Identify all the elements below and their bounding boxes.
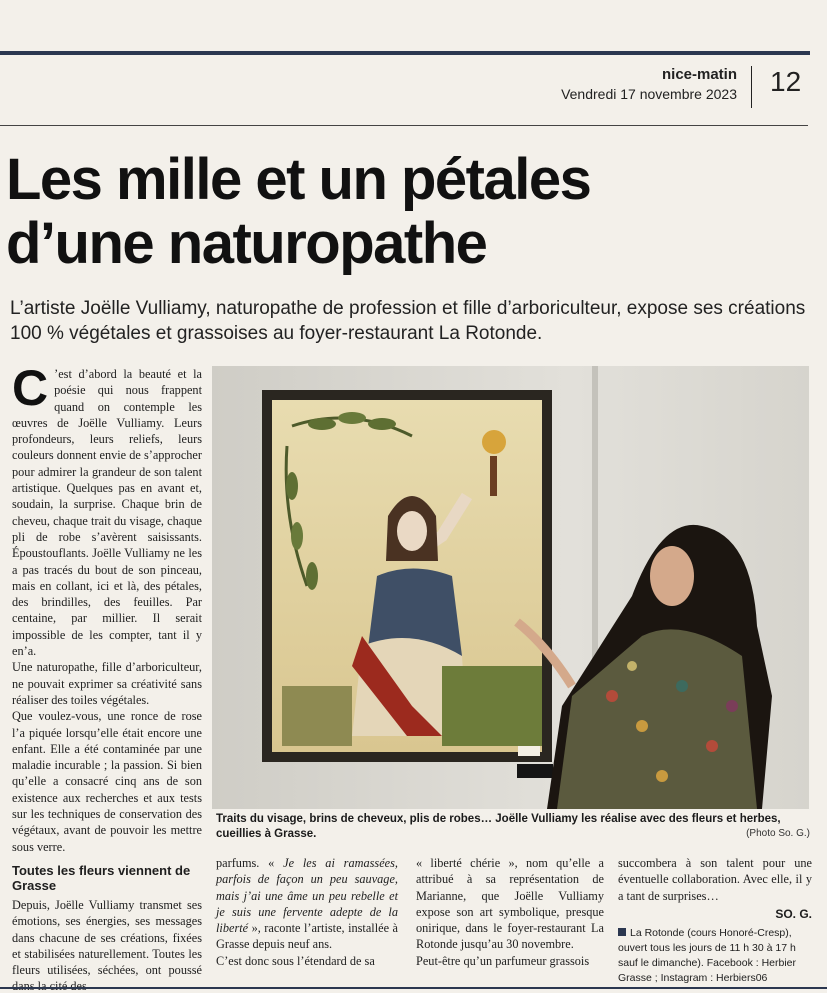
headline-line-2: d’une naturopathe [6,211,487,276]
author-signature: SO. G. [775,906,812,921]
issue-date: Vendredi 17 novembre 2023 [561,86,737,102]
column-1 [12,360,202,993]
article-photo [212,366,809,809]
paragraph-2: Une naturopathe, fille d’arboriculteur, ne pouvait exprimer sa créativité sans réaliser des toiles végétales. [12,660,202,707]
standfirst: L’artiste Joëlle Vulliamy, naturopathe de profession et fille d’arboriculteur, expose ses créations 100 % végétales et grassoises au foyer-restaurant La Rotonde. [10,298,806,344]
paragraph-8: Peut-être qu’un parfumeur grassois [416,953,590,968]
header-rule [0,125,808,126]
paragraph-6: C’est donc sous l’étendard de sa [216,953,375,968]
bottom-rule [0,987,827,989]
paragraph-7: « liberté chérie », nom qu’elle a attribué à sa représentation de Marianne, que Joëlle Vulliamy expose son art symbolique, presque onirique, dans le foyer-restaurant La Rotonde jusqu’au 30 novembre. [416,856,604,952]
practical-info-text: La Rotonde (cours Honoré-Cresp), ouvert tous les jours de 11 h 30 à 17 h sauf le dimanche). Facebook : Herbier Grasse ; Instagram : Herbiers06 [618,927,797,985]
newspaper-name: nice-matin [661,66,737,83]
column-3 [416,855,604,969]
paragraph-5 [216,855,398,953]
subheading: Toutes les fleurs viennent de Grasse [12,862,191,893]
photo-caption: Traits du visage, brins de cheveux, plis de robes… Joëlle Vulliamy les réalise avec des fleurs et herbes, cueillies à Grasse. [216,813,781,840]
paragraph-4: Depuis, Joëlle Vulliamy transmet ses émotions, ses énergies, ses messages dans chacune de ses créations, fixées et stabilisées naturellement. Toutes les fleurs utilisées, séchées, ont poussé [12,897,202,978]
paragraph-5-lead: parfums. « [216,856,284,870]
headline [6,148,806,276]
photo-illustration [212,366,809,809]
photo-credit: (Photo So. G.) [746,828,810,839]
paragraph-3: Que voulez-vous, une ronce de rose l’a piquée lorsqu’elle était encore une enfant. Elle a été contaminée par une maladie incurable ; la passion. Si bien qu’elle a consacré cinq ans de son existence aux recherches et aux tests sur les techniques de conservation des végétaux, avant de pouvoir les mettre sous verre. [12,709,202,854]
paragraph-9: succombera à son talent pour une éventuelle collaboration. Avec elle, il y a tant de surprises… [618,856,812,903]
square-bullet-icon [618,928,626,936]
headline-line-1: Les mille et un pétales [6,147,591,212]
page-number: 12 [770,66,802,97]
top-rule [0,51,810,55]
paragraph-1 [12,360,202,659]
artist-quote: Je les ai ramassées, parfois de façon un peu sauvage, mais j’ai une âme un peu rebelle et je suis une fervente adepte de la liberté [216,856,398,936]
column-2 [216,855,398,969]
dropcap: C [12,360,49,416]
paragraph-5-tail: », raconte l’artiste, installée à Grasse depuis neuf ans. [216,921,398,952]
header-divider [751,66,752,108]
practical-info [618,926,812,986]
column-4 [618,855,812,986]
paragraph-1-text: ’est d’abord la beauté et la poésie qui nous frappent quand on contemple les œuvres de Joëlle Vulliamy. Leurs profondeurs, leurs reliefs, leurs couleurs donnent envie de s’approcher pour admirer la grandeur de son talent artistique. Quelques pas en avant et, soudain, la surprise. Chaque brin de cheveu, chaque trait du visage, chaque pli de robe s’avèrent saisissants. Époustouflants. Joëlle Vulliamy ne les a pas tracés du bout de son pinceau, mais en collant, ici et là, des pétales, des brindilles, des feuilles. Par centaine, par millier. Il serait impossible de les compter, tant il y en’a. [12,367,202,659]
